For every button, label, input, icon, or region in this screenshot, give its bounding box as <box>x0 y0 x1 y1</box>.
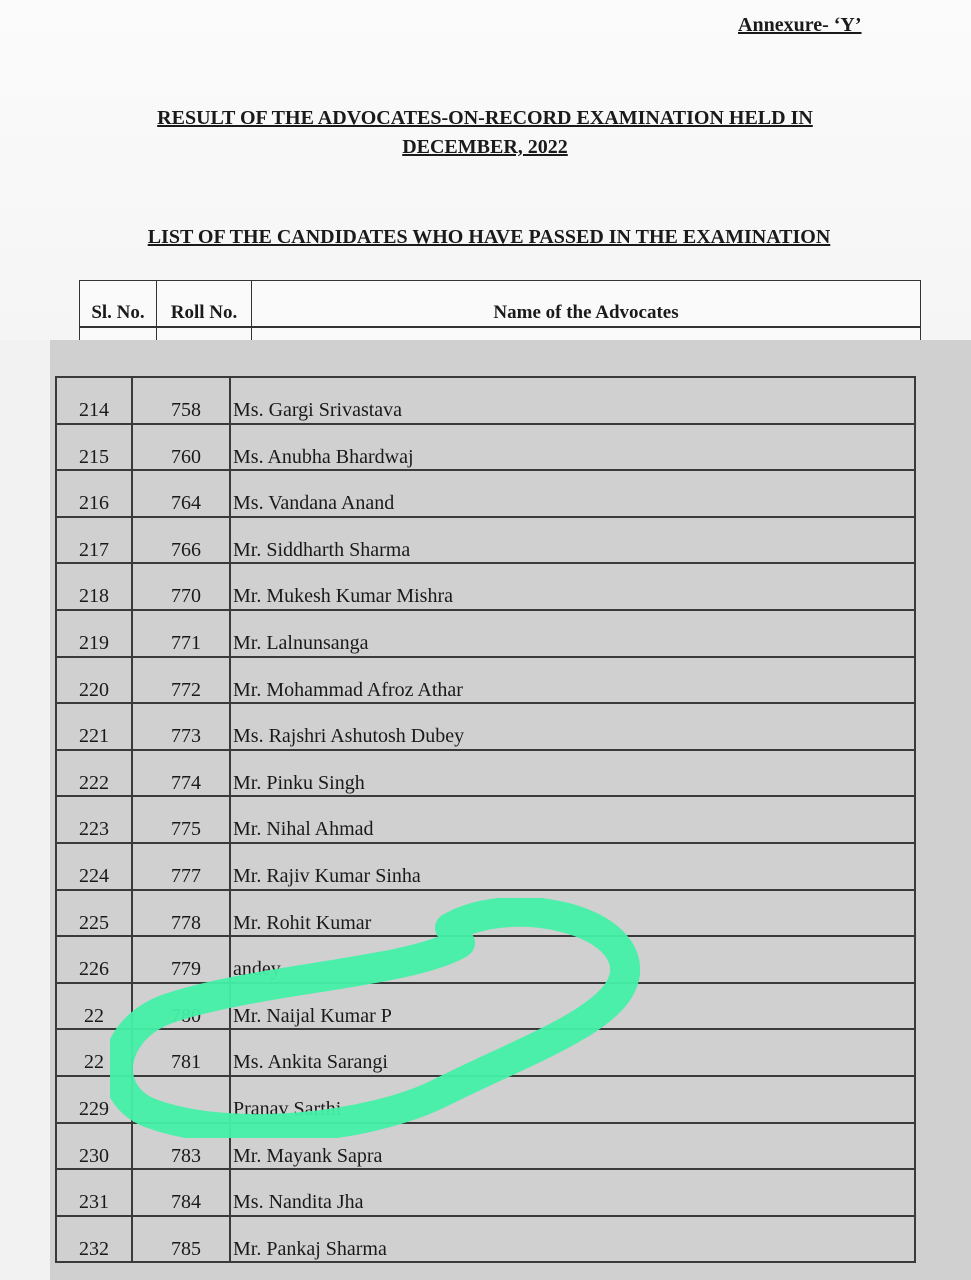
title-line-1: RESULT OF THE ADVOCATES-ON-RECORD EXAMINATION HELD IN <box>157 107 813 129</box>
table-row <box>57 797 914 844</box>
roll-cell: 780 <box>133 984 231 1029</box>
roll-cell: 774 <box>133 751 231 796</box>
header-roll-no: Roll No. <box>157 281 252 341</box>
sl-cell: 216 <box>57 471 133 516</box>
document-title <box>60 104 910 162</box>
sl-cell: 229 <box>57 1077 133 1122</box>
results-table <box>55 376 916 1263</box>
roll-cell: 760 <box>133 425 231 470</box>
roll-cell: 770 <box>133 564 231 609</box>
roll-cell: 779 <box>133 937 231 982</box>
table-row <box>57 1030 914 1077</box>
name-cell: Mr. Lalnunsanga <box>233 631 369 654</box>
table-row <box>57 937 914 984</box>
name-cell: Ms. Nandita Jha <box>233 1191 364 1214</box>
table-row <box>57 751 914 798</box>
roll-cell: 781 <box>133 1030 231 1075</box>
sl-cell: 22 <box>57 1030 133 1075</box>
table-row <box>57 471 914 518</box>
table-row <box>57 844 914 891</box>
sl-cell: 225 <box>57 891 133 936</box>
sl-cell: 224 <box>57 844 133 889</box>
name-cell: Mr. Rajiv Kumar Sinha <box>233 864 421 887</box>
table-row <box>57 1124 914 1171</box>
sl-cell: 231 <box>57 1170 133 1215</box>
sl-cell: 226 <box>57 937 133 982</box>
roll-cell: 783 <box>133 1124 231 1169</box>
name-cell: Mr. Mohammad Afroz Athar <box>233 678 463 701</box>
name-cell: Mr. Pankaj Sharma <box>233 1237 387 1260</box>
annexure-label: Annexure- ‘Y’ <box>738 14 862 36</box>
sl-cell: 222 <box>57 751 133 796</box>
title-line-2: DECEMBER, 2022 <box>402 136 568 158</box>
sl-cell: 215 <box>57 425 133 470</box>
table-row <box>57 425 914 472</box>
name-cell: andey <box>233 958 281 981</box>
name-cell: Ms. Rajshri Ashutosh Dubey <box>233 725 465 748</box>
name-cell: Ms. Ankita Sarangi <box>233 1051 388 1074</box>
table-row <box>57 891 914 938</box>
roll-cell: 784 <box>133 1170 231 1215</box>
sl-cell: 217 <box>57 518 133 563</box>
name-cell: Ms. Gargi Srivastava <box>233 399 403 421</box>
table-row <box>57 564 914 611</box>
sl-cell: 220 <box>57 658 133 703</box>
name-cell: Mr. Naijal Kumar P <box>233 1004 392 1027</box>
roll-cell: 785 <box>133 1217 231 1262</box>
name-cell: Ms. Vandana Anand <box>233 492 395 515</box>
table-row <box>57 1170 914 1217</box>
header-divider <box>80 326 920 328</box>
table-row <box>57 984 914 1031</box>
name-cell: Mr. Nihal Ahmad <box>233 818 374 841</box>
sl-cell: 221 <box>57 704 133 749</box>
table-row <box>57 611 914 658</box>
sl-cell: 214 <box>57 378 133 423</box>
roll-cell: 771 <box>133 611 231 656</box>
roll-cell: 775 <box>133 797 231 842</box>
table-header <box>79 280 921 340</box>
roll-cell: 764 <box>133 471 231 516</box>
name-cell: Mr. Siddharth Sharma <box>233 538 411 561</box>
header-sl-no: Sl. No. <box>80 281 157 341</box>
name-cell: Mr. Mukesh Kumar Mishra <box>233 585 453 608</box>
roll-cell: 773 <box>133 704 231 749</box>
list-subtitle: LIST OF THE CANDIDATES WHO HAVE PASSED IN THE EXAMINATION <box>147 226 831 248</box>
sl-cell: 223 <box>57 797 133 842</box>
table-row <box>57 518 914 565</box>
table-row <box>57 1077 914 1124</box>
sl-cell: 230 <box>57 1124 133 1169</box>
table-row <box>57 658 914 705</box>
name-cell: Pranav Sarthi <box>233 1097 342 1120</box>
roll-cell: 758 <box>133 378 231 423</box>
roll-cell: 777 <box>133 844 231 889</box>
header-name: Name of the Advocates <box>493 302 679 323</box>
table-row <box>57 1217 914 1264</box>
roll-cell: 766 <box>133 518 231 563</box>
name-cell: Ms. Anubha Bhardwaj <box>233 445 414 468</box>
name-cell: Mr. Pinku Singh <box>233 771 365 794</box>
name-cell: Mr. Mayank Sapra <box>233 1144 383 1167</box>
table-row <box>57 704 914 751</box>
roll-cell: 772 <box>133 658 231 703</box>
roll-cell: 778 <box>133 891 231 936</box>
roll-cell <box>133 1077 231 1122</box>
sl-cell: 219 <box>57 611 133 656</box>
name-cell: Mr. Rohit Kumar <box>233 911 372 934</box>
table-row <box>57 378 914 425</box>
sl-cell: 218 <box>57 564 133 609</box>
sl-cell: 232 <box>57 1217 133 1262</box>
sl-cell: 22 <box>57 984 133 1029</box>
